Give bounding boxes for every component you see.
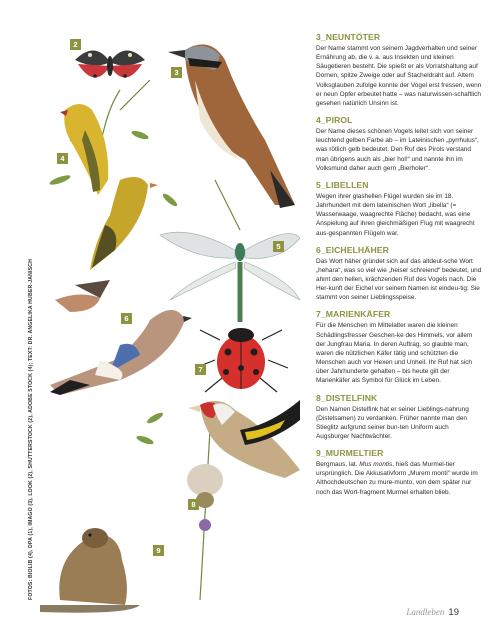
red-backed-shrike xyxy=(168,44,295,208)
section-body: Der Name dieses schönen Vogels leitet sich von seiner leuchtend gelben Farbe ab – im Lateinischen „pyrrhulus“, was rötlich gelb bedeutet. Den Ruf des Pirols verstand man übrigens auch als „bier hol!“ und nannte ihn im Volksmund daher auch gern „Bierholer“. xyxy=(316,128,479,172)
section-body xyxy=(316,460,482,497)
section-heading: 8_DISTELFINK xyxy=(316,392,378,403)
body-text: , hieß das Murmel-tier ursprünglich. Die Akkusativform „Murem monti“ wurde im Althochdeutschen zu mure-munto, von dem später nur noch das Wort-fragment Murmel erhalten blieb. xyxy=(316,461,478,496)
section-body: Das Wort häher gründet sich auf das altdeut-sche Wort „hehara“, was so viel wie „heiser schreiend“ bedeutet, und ahmt den hellen, krächzenden Ruf des Vogels nach. Die Her-kunft der Eichel vor seinem Namen ist eindeu-tig: Sie stammt von seiner Lieblingsspeise. xyxy=(316,257,482,302)
latin-name: Mus montis xyxy=(359,461,393,469)
page-footer xyxy=(406,607,459,618)
section-heading: 4_PIROL xyxy=(316,115,353,126)
article-text xyxy=(316,32,482,504)
section-body: Wegen ihrer glashellen Flügel wurden sie im 18. Jahrhundert mit dem lateinischen Wort „libella“ (= Wasserwaage, waagrechte Fläche) bedacht, was eine Anspielung auf ihren gleichmäßigen Flug mit waagrecht aus-gespannten Flügeln war. xyxy=(316,192,475,237)
section-libellen xyxy=(316,180,482,238)
badge-number: 8 xyxy=(188,499,199,510)
page-number: 19 xyxy=(448,607,459,618)
section-body: Den Namen Distelfink hat er seiner Lieblings-nahrung (Distelsamen) zu verdanken. Früher nannte man den Stieglitz aufgrund seiner bun-ten Uniform auch Augsburger Nachtwächter. xyxy=(316,405,469,440)
magazine-logo: Landleben xyxy=(406,607,445,617)
section-body: Der Name stammt von seinem Jagdverhalten und seiner Ernährung ab, die v. a. aus Insekten und kleinen Säugetieren besteht. Die spießt er als Vorratshaltung auf Dornen, spitze Zweige oder auf Stacheldraht auf. Altem Volksglauben zufolge konnte der Vogel erst fressen, wenn er neun Opfer erbeutet hatte – was naturwissen-schaftlich gesehen natürlich Unsinn ist. xyxy=(316,45,482,107)
section-pirol xyxy=(316,115,482,173)
section-neuntoeter xyxy=(316,32,482,108)
section-heading: 6_EICHELHÄHER xyxy=(316,244,389,255)
leaves xyxy=(49,112,179,445)
section-heading: 9_MURMELTIER xyxy=(316,448,384,459)
badge-number: 9 xyxy=(153,545,164,556)
section-murmeltier xyxy=(316,448,482,497)
badge-number: 5 xyxy=(273,241,284,252)
badge-number: 2 xyxy=(70,39,81,50)
badge-number: 4 xyxy=(57,153,68,164)
section-heading: 5_LIBELLEN xyxy=(316,179,369,190)
tiger-moth xyxy=(75,50,145,77)
photo-credits: FOTOS: BIOLIB (4), DPA (1), IMAGO (3), LOOK (2), SHUTTERSTOCK (2), ADOBE STOCK (4); TEXT: DR. ANGELIKA HUBER-JANISCH xyxy=(28,258,34,600)
badge-number: 3 xyxy=(171,67,182,78)
section-marienkaefer xyxy=(316,309,482,385)
badge-number: 7 xyxy=(195,364,206,375)
ladybird xyxy=(195,328,288,392)
section-heading: 7_MARIENKÄFER xyxy=(316,309,391,320)
section-distelfink xyxy=(316,393,482,442)
section-heading: 3_NEUNTÖTER xyxy=(316,32,381,42)
thistle xyxy=(187,464,223,531)
badge-number: 6 xyxy=(121,313,132,324)
marmot xyxy=(40,528,140,613)
section-body: Für die Menschen im Mittelalter waren die kleinen Schädlingsfresser Geschen-ke des Himmels, vor allem der Jungfrau Maria. In deren Auftrag, so glaubte man, waren die nützlichen Käfer tätig und schützten die Menschen auch vor Hexen und Unheil. Ihr Ruf hat sich über Jahrhunderte gehalten – bis heute gilt der Marienkäfer als Symbol für Glück im Leben. xyxy=(316,322,473,385)
section-eichelhaeher xyxy=(316,245,482,303)
body-text: Bergmaus, lat. xyxy=(316,461,360,469)
golden-oriole-upper xyxy=(60,104,108,195)
small-bird xyxy=(55,280,110,312)
